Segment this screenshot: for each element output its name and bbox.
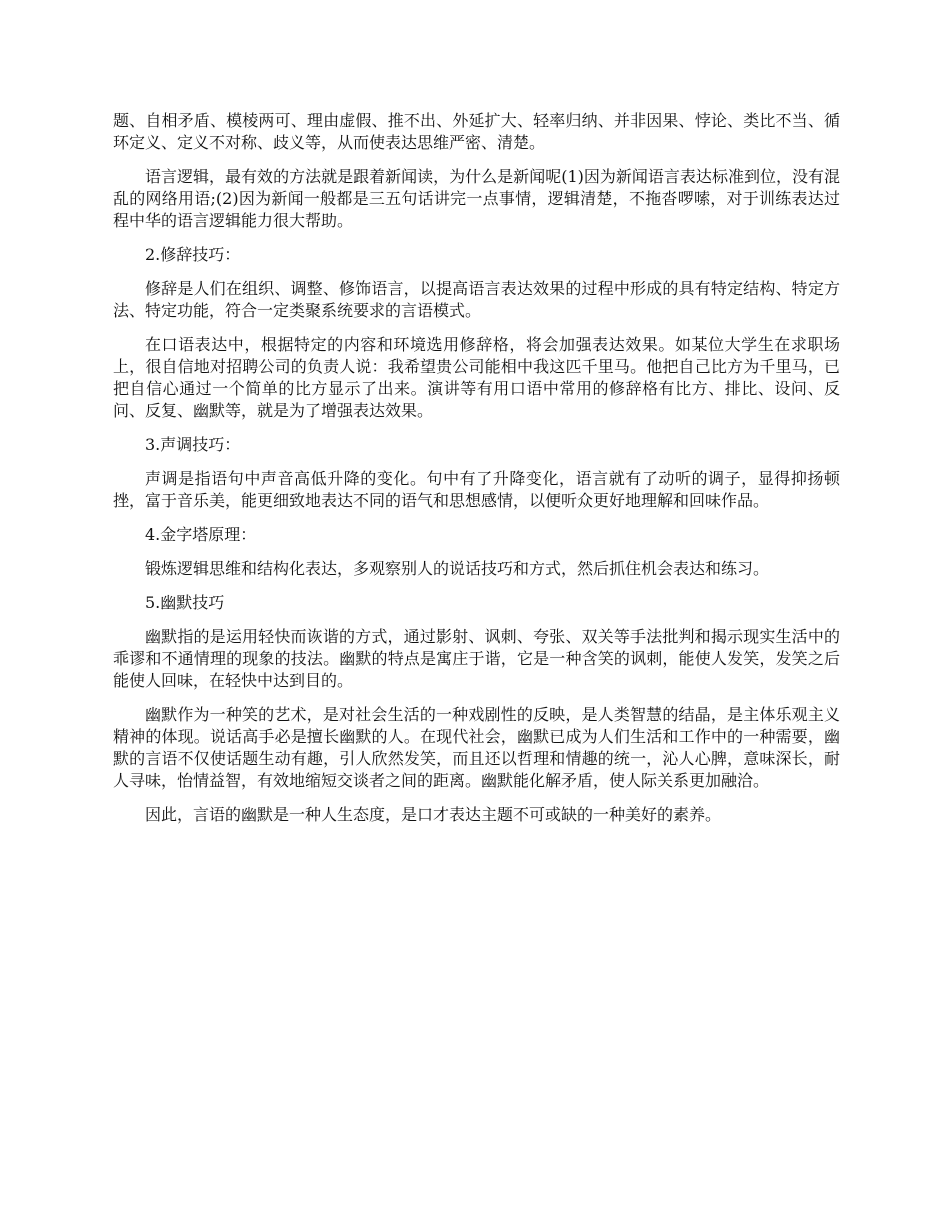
section-heading-rhetoric: 2.修辞技巧： xyxy=(145,245,241,264)
document-page xyxy=(113,110,840,838)
paragraph-rhetoric-example: 在口语表达中，根据特定的内容和环境选用修辞格，将会加强表达效果。如某位大学生在求职场上，很自信地对招聘公司的负责人说：我希望贵公司能相中我这匹千里马。他把自己比方为千里马，已把自信心通过一个简单的比方显示了出来。演讲等有用口语中常用的修辞格有比方、排比、设问、反问、反复、幽默等，就是为了增强表达效果。 xyxy=(113,335,840,420)
paragraph-language-logic: 语言逻辑，最有效的方法就是跟着新闻读，为什么是新闻呢(1)因为新闻语言表达标准到位，没有混乱的网络用语;(2)因为新闻一般都是三五句话讲完一点事情，逻辑清楚，不拖沓啰嗦，对于训练表达过程中华的语言逻辑能力很大帮助。 xyxy=(113,167,840,230)
section-heading-pyramid: 4.金字塔原理： xyxy=(145,525,257,544)
paragraph-continuation: 题、自相矛盾、模棱两可、理由虚假、推不出、外延扩大、轻率归纳、并非因果、悖论、类比不当、循环定义、定义不对称、歧义等，从而使表达思维严密、清楚。 xyxy=(113,111,840,152)
paragraph-conclusion: 因此，言语的幽默是一种人生态度，是口才表达主题不可或缺的一种美好的素养。 xyxy=(145,805,722,824)
paragraph-humor-definition: 幽默指的是运用轻快而诙谐的方式，通过影射、讽刺、夸张、双关等手法批判和揭示现实生活中的乖谬和不通情理的现象的技法。幽默的特点是寓庄于谐，它是一种含笑的讽刺，能使人发笑，发笑之后能使人回味，在轻快中达到目的。 xyxy=(113,627,840,690)
paragraph-rhetoric-definition: 修辞是人们在组织、调整、修饰语言，以提高语言表达效果的过程中形成的具有特定结构、特定方法、特定功能，符合一定类聚系统要求的言语模式。 xyxy=(113,279,840,320)
section-heading-humor: 5.幽默技巧 xyxy=(145,593,225,612)
paragraph-pyramid: 锻炼逻辑思维和结构化表达，多观察别人的说话技巧和方式，然后抓住机会表达和练习。 xyxy=(145,559,770,578)
paragraph-humor-art: 幽默作为一种笑的艺术，是对社会生活的一种戏剧性的反映，是人类智慧的结晶，是主体乐观主义精神的体现。说话高手必是擅长幽默的人。在现代社会，幽默已成为人们生活和工作中的一种需要，幽默的言语不仅使话题生动有趣，引人欣然发笑，而且还以哲理和情趣的统一，沁人心脾，意味深长，耐人寻味，怡情益智，有效地缩短交谈者之间的距离。幽默能化解矛盾，使人际关系更加融洽。 xyxy=(113,705,840,790)
section-heading-tone: 3.声调技巧： xyxy=(145,435,241,454)
paragraph-tone: 声调是指语句中声音高低升降的变化。句中有了升降变化，语言就有了动听的调子，显得抑扬顿挫，富于音乐美，能更细致地表达不同的语气和思想感情，以便听众更好地理解和回味作品。 xyxy=(113,469,840,510)
